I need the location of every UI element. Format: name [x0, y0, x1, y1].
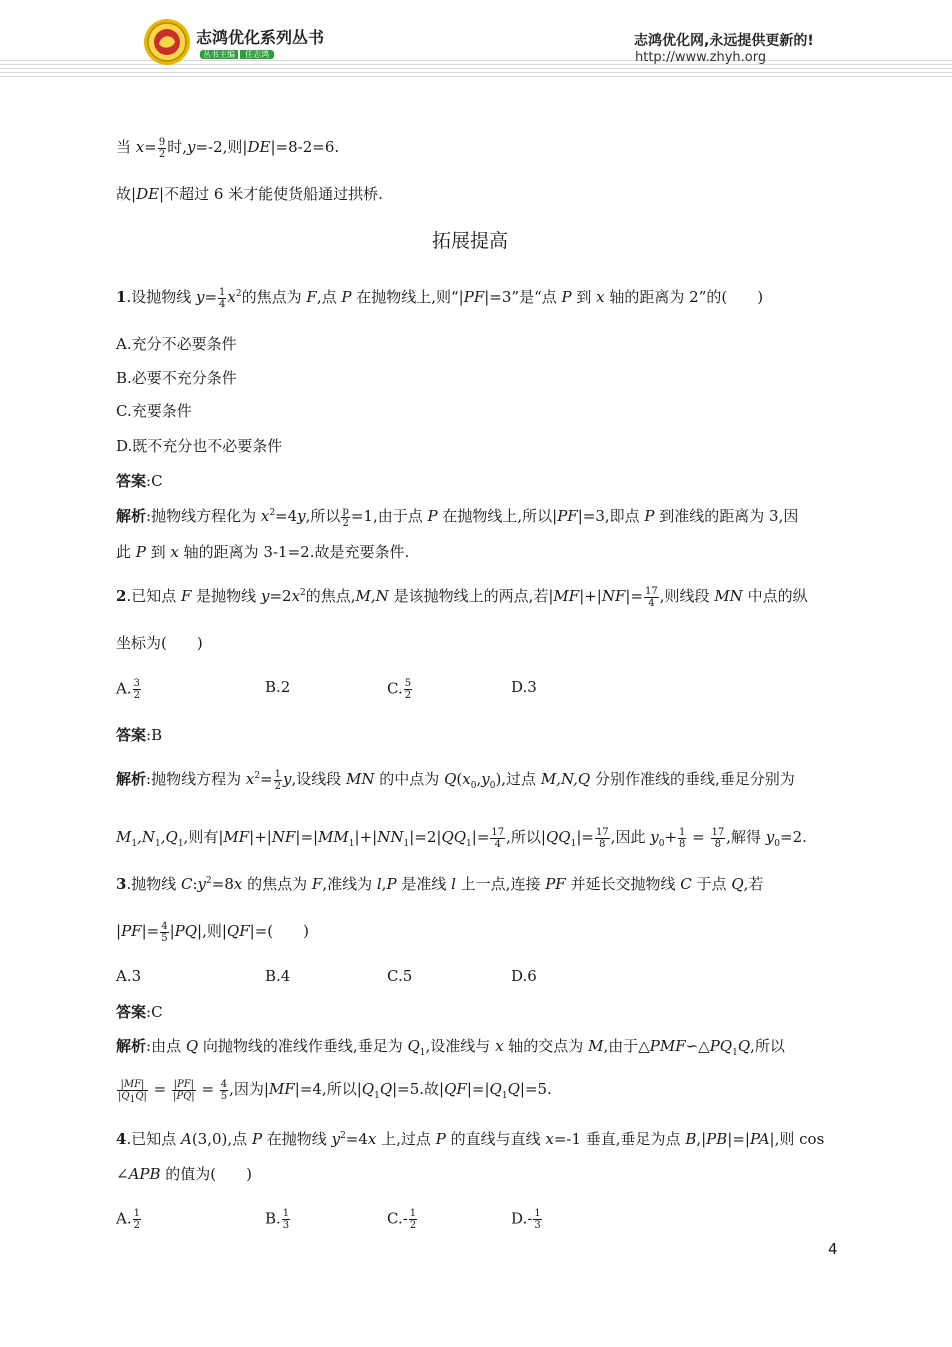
answer: 答案:C — [116, 1003, 163, 1021]
brand-title: 志鸿优化系列丛书 — [196, 28, 325, 47]
dragon-seal-icon — [143, 18, 191, 66]
question-3-cont: |PF|= $\frac{4}{5}$ |PQ|,则|QF|=( ) — [116, 920, 309, 944]
fraction: $\frac{9}{2}$ — [158, 136, 166, 160]
site-slogan: 志鸿优化网,永远提供更新的! — [634, 33, 814, 49]
editor-name: 任志鸿 — [240, 50, 274, 59]
question-2: 2.已知点 F 是抛物线 $y=2x^2$的焦点,M,N 是该抛物线上的两点,若|MF|+|NF|= $\frac{17}{4}$ ,则线段 MN 中点的纵 — [116, 585, 808, 609]
option-b: B.4 — [265, 967, 291, 985]
option-d: D.- $\frac{1}{3}$ — [511, 1208, 541, 1231]
option-c: C.充要条件 — [116, 402, 192, 420]
option-b: B.必要不充分条件 — [116, 369, 237, 387]
analysis-line-1: 解析:抛物线方程为 $x^2=$ $\frac{1}{2}$ y,设线段 MN 的中点为 $Q(x_0,y_0)$,过点 M,N,Q 分别作准线的垂线,垂足分别为 — [116, 768, 795, 792]
intro-line-1: 当 x= $\frac{9}{2}$ 时,y=-2,则|DE|=8-2=6. — [116, 136, 340, 160]
analysis-line-2: $\frac{|MF|}{|Q_1Q|}$ = $\frac{|PF|}{|PQ|}$ = $\frac{4}{5}$ ,因为|MF|=4,所以$|Q_1Q|=5$.故$|QF|=|Q_1Q|=5$. — [118, 1078, 552, 1105]
option-b: B. $\frac{1}{3}$ — [265, 1208, 290, 1231]
analysis-line-1: 解析:由点 Q 向抛物线的准线作垂线,垂足为 $Q_1$,设准线与 x 轴的交点为 M,由于$\triangle PMF∽\triangle PQ_1Q$,所以 — [116, 1037, 785, 1058]
option-a: A.充分不必要条件 — [116, 335, 237, 353]
option-c: C.5 — [387, 967, 413, 985]
editor-label: 丛书主编 — [200, 50, 238, 59]
option-c: C.- $\frac{1}{2}$ — [387, 1208, 417, 1231]
analysis-line-1: 解析:抛物线方程化为 $x^2=4y$,所以 $\frac{p}{2}$ =1,由于点 P 在抛物线上,所以|PF|=3,即点 P 到准线的距离为 3,因 — [116, 505, 799, 529]
site-url[interactable]: http://www.zhyh.org — [635, 50, 767, 65]
option-a: A. $\frac{1}{2}$ — [116, 1208, 140, 1231]
question-1: 1.设抛物线 y= $\frac{1}{4}$ $x^2$的焦点为 F,点 P 在抛物线上,则“|PF|=3”是“点 P 到 x 轴的距离为 2”的( ) — [116, 286, 764, 310]
option-a: A. $\frac{3}{2}$ — [116, 678, 140, 701]
analysis-line-2: 此 P 到 x 轴的距离为 3-1=2.故是充要条件. — [116, 543, 410, 561]
answer: 答案:B — [116, 726, 163, 744]
option-a: A.3 — [116, 967, 142, 985]
page-number: 4 — [828, 1240, 838, 1258]
question-4: 4.已知点 A(3,0),点 P 在抛物线 $y^2=4x$ 上,过点 P 的直线与直线 x=-1 垂直,垂足为点 B,|PB|=|PA|,则 cos — [116, 1130, 825, 1148]
question-3: 3.抛物线 $C:y^2=8x$ 的焦点为 F,准线为 l,P 是准线 l 上一点,连接 PF 并延长交抛物线 C 于点 Q,若 — [116, 875, 764, 893]
option-c: C. $\frac{5}{2}$ — [387, 678, 412, 701]
answer: 答案:C — [116, 472, 163, 490]
analysis-line-2: $M_1,N_1,Q_1$,则有$|MF|+|NF|=|MM_1|+|NN_1|=2|QQ_1|=$ $\frac{17}{4}$ ,所以$|QQ_1|=$ $\frac{17}{8}$ ,因此 $y_0+$ $\frac{1}{8}$ = $\frac{17}{8}$ ,解得 $y_0=2$. — [116, 826, 807, 850]
option-d: D.6 — [511, 967, 537, 985]
question-4-cont: ∠APB 的值为( ) — [116, 1165, 253, 1183]
option-d: D.既不充分也不必要条件 — [116, 437, 283, 455]
option-d: D.3 — [511, 678, 537, 696]
question-2-cont: 坐标为( ) — [116, 634, 203, 652]
intro-line-2: 故|DE|不超过 6 米才能使货船通过拱桥. — [116, 185, 383, 203]
editor-badge — [200, 49, 274, 60]
section-title: 拓展提高 — [432, 230, 509, 252]
option-b: B.2 — [265, 678, 291, 696]
